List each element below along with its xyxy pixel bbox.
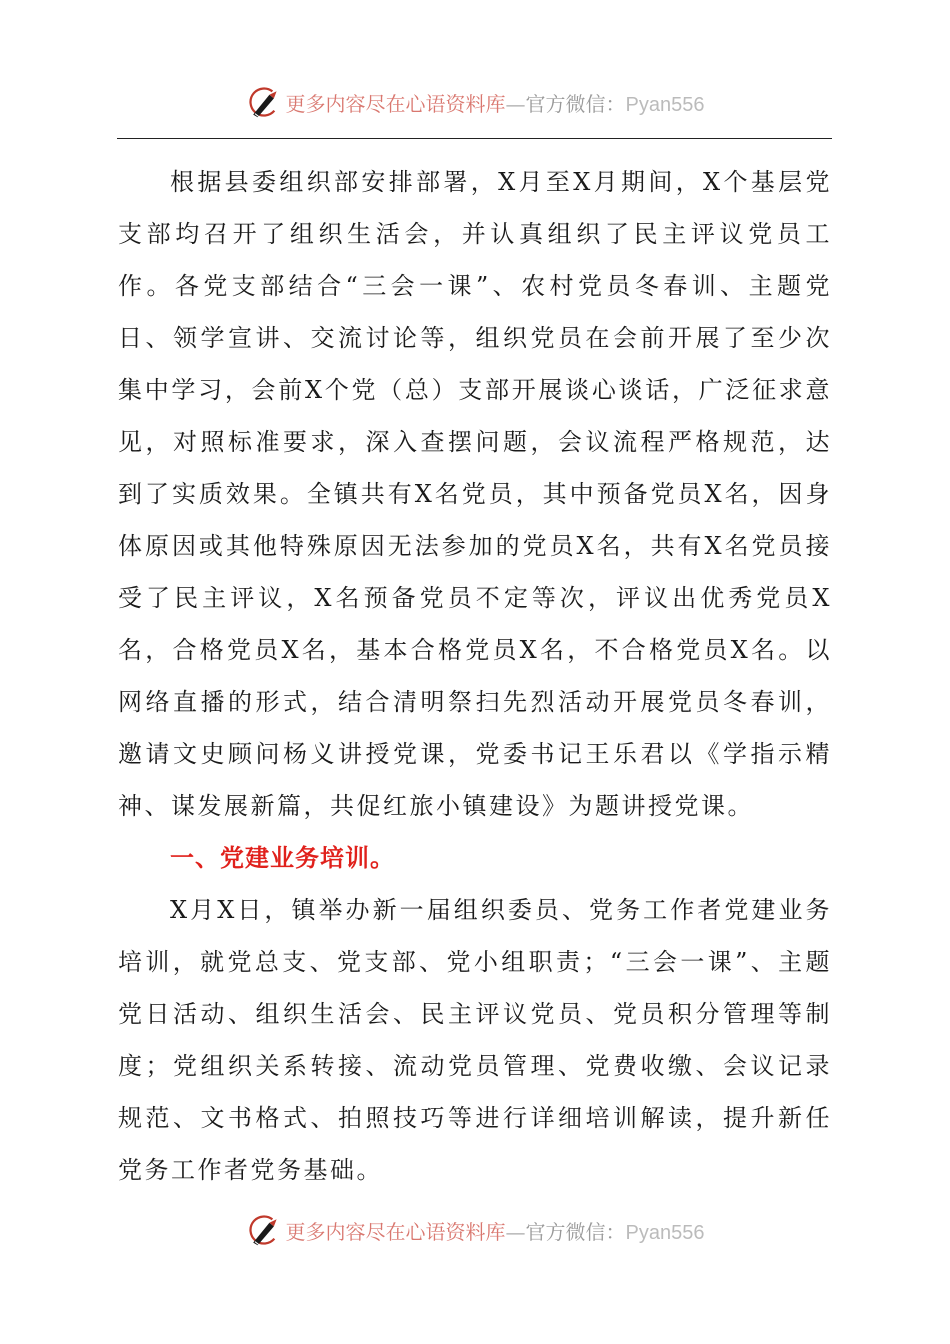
watermark-text — [286, 1216, 705, 1245]
watermark-wechat-id: Pyan556 — [625, 93, 705, 116]
watermark-slogan: 更多内容尽在心语资料库 — [285, 1219, 506, 1244]
body-paragraph-2: X月X日，镇举办新一届组织委员、党务工作者党建业务培训，就党总支、党支部、党小组职责；“三会一课”、主题党日活动、组织生活会、民主评议党员、党员积分管理等制度；党组织关系转接、流动党员管理、党费收缴、会议记录规范、文书格式、拍照技巧等进行详细培训解读，提升新任党务工作者党务基础。 — [118, 896, 832, 1184]
watermark-slogan: 更多内容尽在心语资料库 — [285, 91, 506, 116]
document-body — [118, 156, 832, 1196]
watermark-label: 官方微信： — [525, 91, 626, 116]
watermark-label: 官方微信： — [525, 1219, 626, 1244]
footer-watermark — [0, 1208, 950, 1252]
header-watermark — [0, 80, 950, 124]
section-heading-1: 一、党建业务培训。 — [170, 844, 395, 872]
watermark-wechat-id: Pyan556 — [625, 1221, 705, 1244]
header-divider — [117, 138, 832, 139]
pen-nib-logo-icon — [246, 84, 282, 120]
watermark-separator: — — [505, 91, 526, 116]
body-paragraph-1: 根据县委组织部安排部署，X月至X月期间，X个基层党支部均召开了组织生活会，并认真组织了民主评议党员工作。各党支部结合“三会一课”、农村党员冬春训、主题党日、领学宣讲、交流讨论等，组织党员在会前开展了至少次集中学习，会前X个党（总）支部开展谈心谈话，广泛征求意见，对照标准要求，深入查摆问题，会议流程严格规范，达到了实质效果。全镇共有X名党员，其中预备党员X名，因身体原因或其他特殊原因无法参加的党员X名，共有X名党员接受了民主评议，X名预备党员不定等次，评议出优秀党员X名，合格党员X名，基本合格党员X名，不合格党员X名。以网络直播的形式，结合清明祭扫先烈活动开展党员冬春训，邀请文史顾问杨义讲授党课，党委书记王乐君以《学指示精神、谋发展新篇，共促红旅小镇建设》为题讲授党课。 — [118, 168, 832, 820]
pen-nib-logo-icon — [246, 1212, 282, 1248]
watermark-separator: — — [505, 1219, 526, 1244]
watermark-text — [286, 88, 705, 117]
